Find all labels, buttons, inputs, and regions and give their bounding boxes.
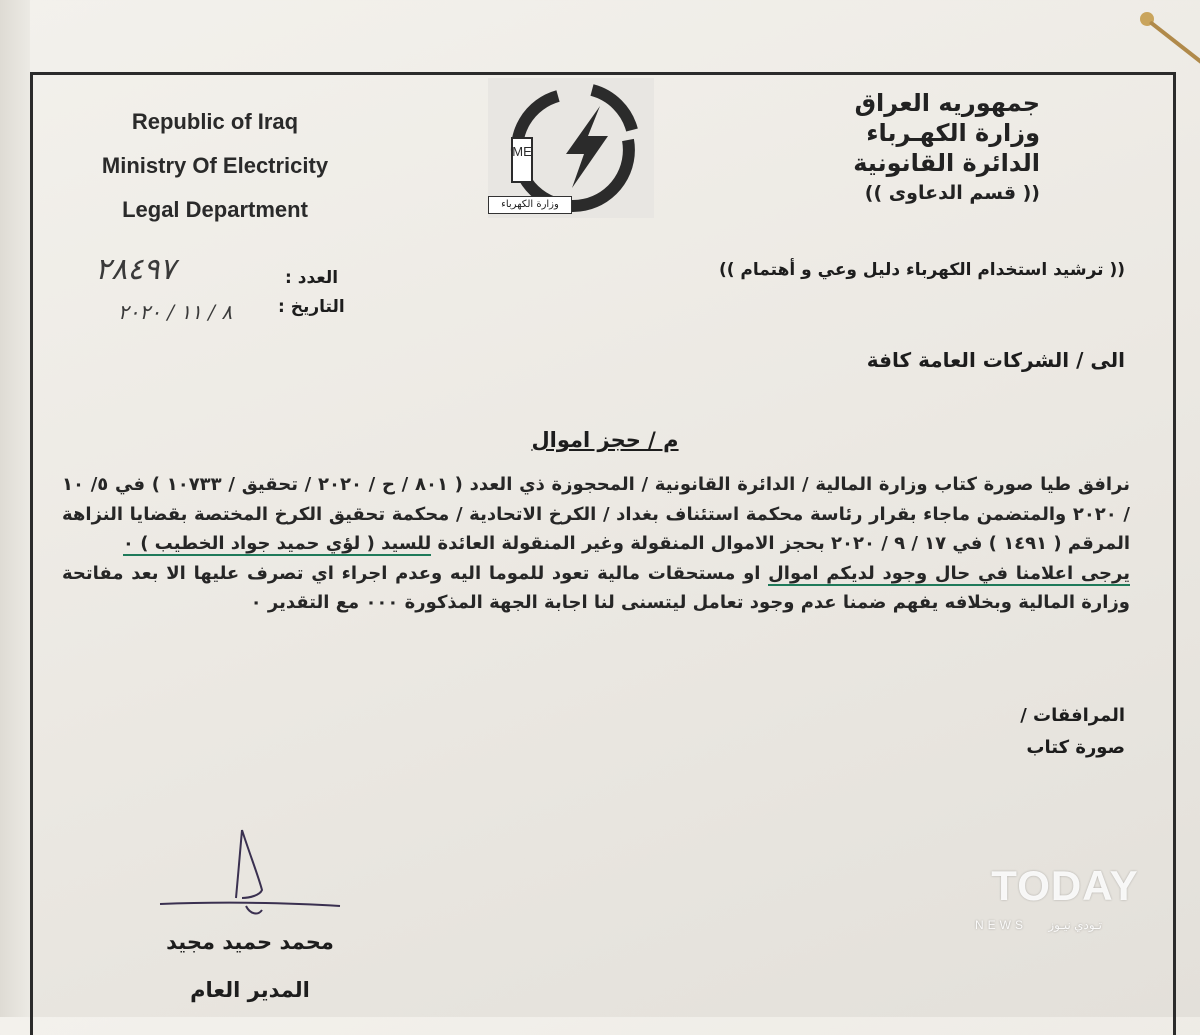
english-header: [60, 100, 370, 232]
enclosures-item: صورة كتاب: [1026, 737, 1125, 758]
body-paragraph-1: [62, 470, 1130, 559]
enclosures: [1020, 700, 1125, 764]
watermark-sub-en: NEWS: [975, 918, 1027, 932]
ar-republic: جمهوريه العراق: [854, 89, 1040, 117]
en-department: Legal Department: [122, 197, 308, 222]
watermark-subtitle: [975, 918, 1155, 932]
ar-dept-section: (( قسم الدعاوى )): [864, 182, 1040, 204]
handwritten-signature: [150, 820, 350, 920]
subject: م / حجز اموال: [531, 428, 679, 452]
body-p2-underlined: يرجى اعلامنا في حال وجود لديكم اموال: [768, 562, 1130, 584]
watermark-sub-ar: تـودي نيـوز: [1048, 918, 1102, 932]
today-news-watermark: [975, 862, 1165, 942]
addressee: الى / الشركات العامة كافة: [866, 348, 1125, 372]
letter-body: [62, 470, 1130, 618]
ar-department: الدائرة القانونية: [853, 149, 1040, 177]
signatory-name: محمد حميد مجيد: [166, 930, 334, 954]
ar-ministry: وزارة الكهـرباء: [866, 119, 1040, 147]
date-value: ٨ / ١١ / ٢٠٢٠: [118, 300, 233, 324]
en-republic: Republic of Iraq: [131, 109, 299, 134]
pin: [1149, 20, 1200, 66]
paper-left-edge: [0, 0, 30, 1017]
body-p1-main: نرافق طيا صورة كتاب وزارة المالية / الدائرة القانونية / المحجوزة ذي العدد ( ٨٠١ / ح / ٢٠٢٠ / تحقيق / ١٠٧٣٣ ) في ٥/ ١٠ / ٢٠٢٠ والمتضمن ماجاء بقرار رئاسة محكمة استئناف بغداد / الكرخ الاتحادية / محكمة تحقيق الكرخ المختصة بقضايا النزاهة المرقم ( ١٤٩١ ) في ١٧ / ٩ / ٢٠٢٠ بحجز الاموال المنقولة وغير المنقولة العائدة: [62, 474, 1131, 555]
watermark-title: TODAY: [991, 862, 1139, 909]
body-p2-rest: او مستحقات مالية تعود للموما اليه وعدم اجراء اي تصرف عليها الا بعد مفاتحة وزارة المالية وبخلافه يفهم ضمنا عدم وجود تعامل ليتسنى لنا اجابة الجهة المذكورة ٠٠٠ مع التقدير ٠: [62, 562, 1130, 614]
number-label: العدد :: [285, 268, 339, 288]
number-value: ٢٨٤٩٧: [95, 252, 176, 287]
signatory-title: المدير العام: [190, 978, 310, 1002]
enclosures-label: المرافقات /: [1020, 705, 1125, 726]
svg-text:ME: ME: [512, 144, 532, 159]
en-ministry: Ministry Of Electricity: [101, 153, 329, 178]
body-p1-name: للسيد ( لؤي حميد جواد الخطيب ) ٠: [122, 533, 432, 555]
date-label: التاريخ :: [278, 297, 345, 317]
motto: (( ترشيد استخدام الكهرباء دليل وعي و أهتمام )): [718, 260, 1125, 280]
arabic-header: [853, 88, 1040, 208]
body-paragraph-2: [62, 559, 1130, 618]
logo-caption: وزارة الكهرباء: [488, 196, 572, 214]
